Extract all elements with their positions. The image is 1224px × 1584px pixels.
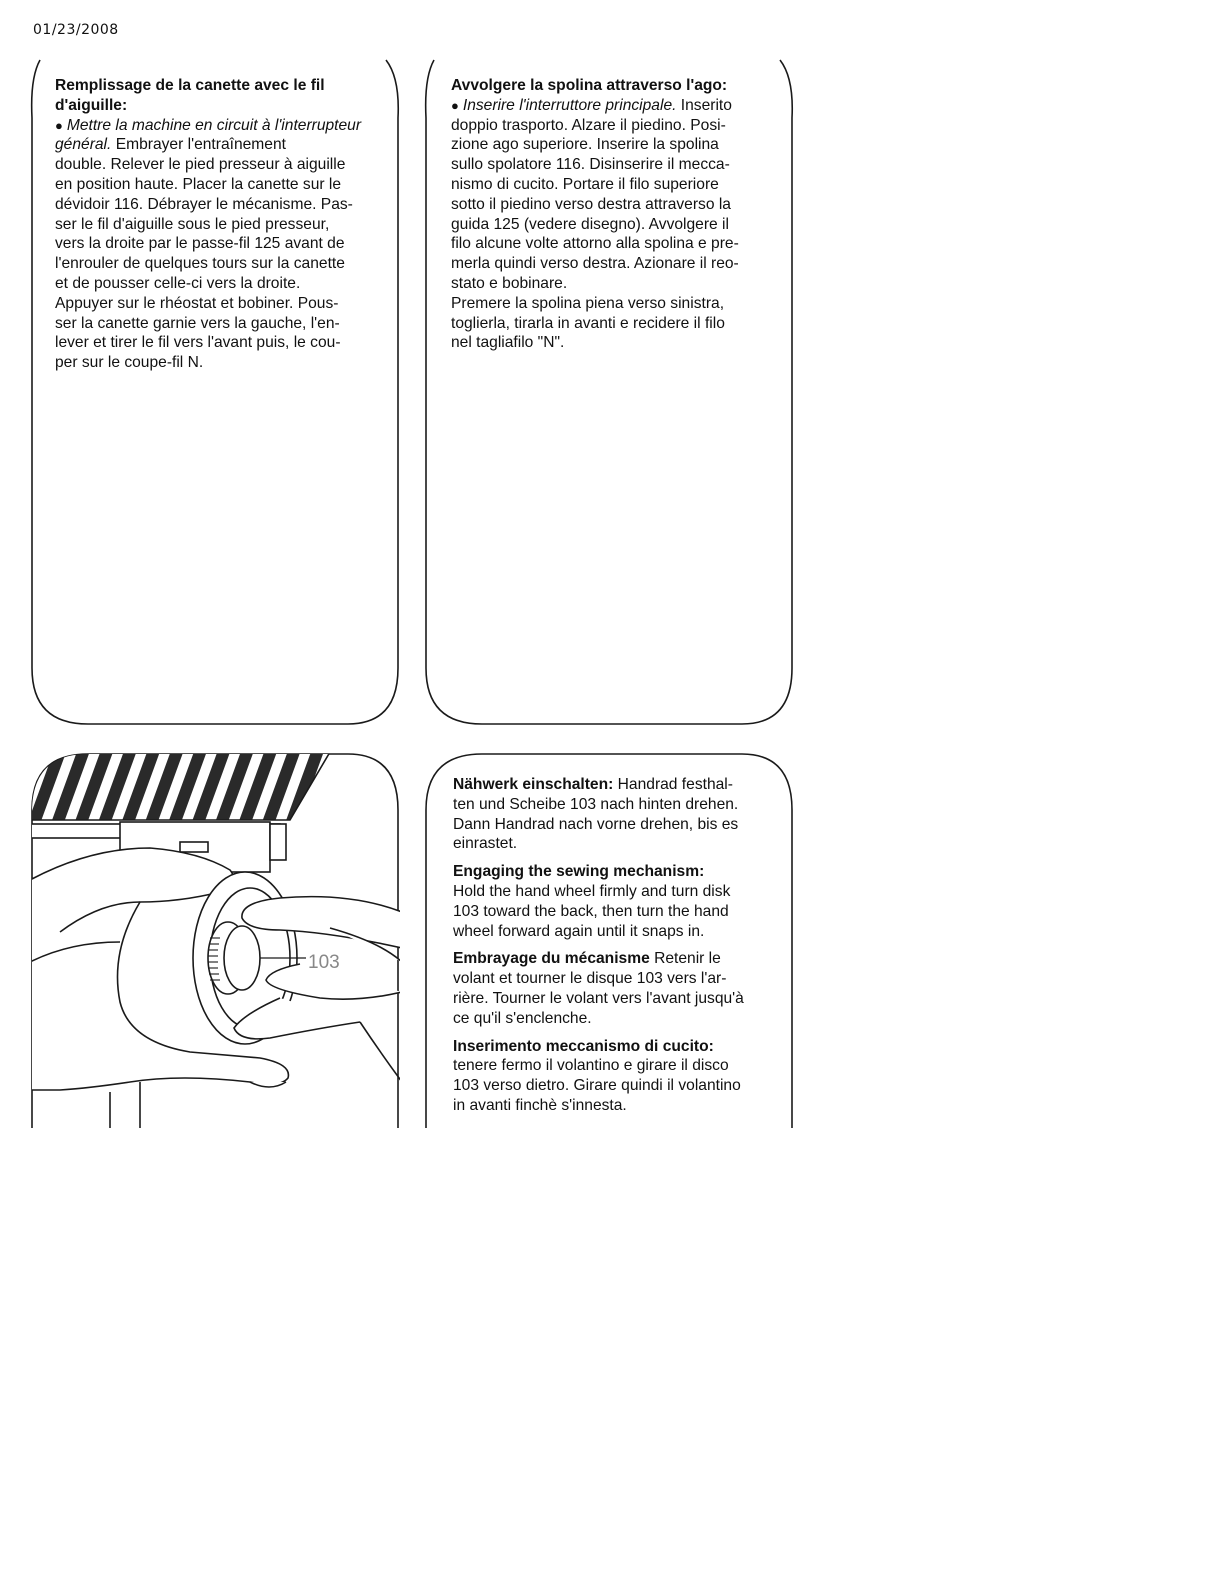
page-date: 01/23/2008 [33, 22, 119, 38]
section-german [453, 775, 783, 854]
french-line: lever et tirer le fil vers l'avant puis, le cou- [55, 334, 341, 352]
bullet-icon: ● [55, 117, 63, 133]
section-heading: Embrayage du mécanisme [453, 950, 650, 968]
french-bullet-italic: Mettre la machine en circuit à l'interrupteur général. [55, 116, 362, 154]
italian-instructions [451, 76, 781, 353]
section-line: ce qu'il s'enclenche. [453, 1009, 592, 1027]
section-heading-line [453, 775, 783, 795]
section-lead: Handrad festhal- [613, 776, 733, 793]
section-line: volant et tourner le disque 103 vers l'ar- [453, 970, 727, 988]
italian-line: doppio trasporto. Alzare il piedino. Posi- [451, 116, 726, 134]
italian-line: merla quindi verso destra. Azionare il reo- [451, 255, 739, 273]
french-instructions [55, 76, 385, 373]
french-line: ser la canette garnie vers la gauche, l'en- [55, 314, 340, 332]
french-line: per sur le coupe-fil N. [55, 354, 204, 372]
french-line: double. Relever le pied presseur à aiguille [55, 156, 346, 174]
section-heading-line [453, 1037, 783, 1057]
section-line: 103 toward the back, then turn the hand [453, 902, 729, 920]
section-line: rière. Tourner le volant vers l'avant jusqu'à [453, 989, 744, 1007]
section-heading: Nähwerk einschalten: [453, 776, 614, 793]
section-line: ten und Scheibe 103 nach hinten drehen. [453, 795, 739, 813]
section-line: Dann Handrad nach vorne drehen, bis es [453, 815, 739, 833]
callout-label-103: 103 [308, 952, 340, 973]
section-heading: Inserimento meccanismo di cucito: [453, 1037, 714, 1055]
french-line: Embrayer l'entraînement [115, 136, 286, 154]
section-french [453, 949, 783, 1028]
italian-bullet-paragraph [451, 96, 781, 116]
french-line: ser le fil d'aiguille sous le pied presseur, [55, 215, 330, 233]
french-line: et de pousser celle-ci vers la droite. [55, 274, 301, 292]
hand-turning-disk-illustration [30, 752, 402, 1128]
section-lead: Retenir le [649, 950, 721, 968]
italian-line: guida 125 (vedere disegno). Avvolgere il [451, 215, 729, 233]
italian-line: filo alcune volte attorno alla spolina e pre- [451, 235, 739, 253]
section-line: tenere fermo il volantino e girare il disco [453, 1057, 729, 1075]
french-line: en position haute. Placer la canette sur le [55, 175, 342, 193]
italian-bullet-rest: Inserito [680, 96, 732, 114]
section-line: in avanti finchè s'innesta. [453, 1096, 627, 1114]
french-line: dévidoir 116. Débrayer le mécanisme. Pas- [55, 195, 353, 213]
italian-bullet-italic: Inserire l'interruttore principale. [462, 96, 677, 114]
section-heading-line [453, 949, 783, 969]
italian-line: nismo di cucito. Portare il filo superiore [451, 175, 719, 193]
bullet-icon: ● [451, 97, 459, 113]
french-line: l'enrouler de quelques tours sur la canette [55, 255, 345, 273]
section-italian [453, 1037, 783, 1116]
french-heading: Remplissage de la canette avec le fil d'aiguille: [55, 77, 325, 114]
italian-line: Premere la spolina piena verso sinistra, [451, 294, 725, 312]
section-line: wheel forward again until it snaps in. [453, 922, 705, 940]
italian-line: stato e bobinare. [451, 274, 568, 292]
section-heading: Engaging the sewing mechanism: [453, 863, 705, 881]
italian-heading: Avvolgere la spolina attraverso l'ago: [451, 77, 728, 94]
section-heading-line [453, 862, 783, 882]
section-line: Hold the hand wheel firmly and turn disk [453, 882, 731, 900]
section-line: 103 verso dietro. Girare quindi il volantino [453, 1077, 741, 1095]
italian-line: sullo spolatore 116. Disinserire il mecca- [451, 156, 730, 174]
french-line: Appuyer sur le rhéostat et bobiner. Pous- [55, 294, 339, 312]
engaging-instructions [453, 775, 783, 1124]
italian-line: zione ago superiore. Inserire la spolina [451, 136, 719, 154]
italian-line: nel tagliafilo "N". [451, 334, 565, 352]
section-english [453, 862, 783, 941]
italian-line: sotto il piedino verso destra attraverso la [451, 195, 731, 213]
french-line: vers la droite par le passe-fil 125 avant de [55, 235, 345, 253]
section-line: einrastet. [453, 835, 518, 853]
french-bullet-paragraph [55, 116, 385, 156]
italian-line: toglierla, tirarla in avanti e recidere il filo [451, 314, 725, 332]
